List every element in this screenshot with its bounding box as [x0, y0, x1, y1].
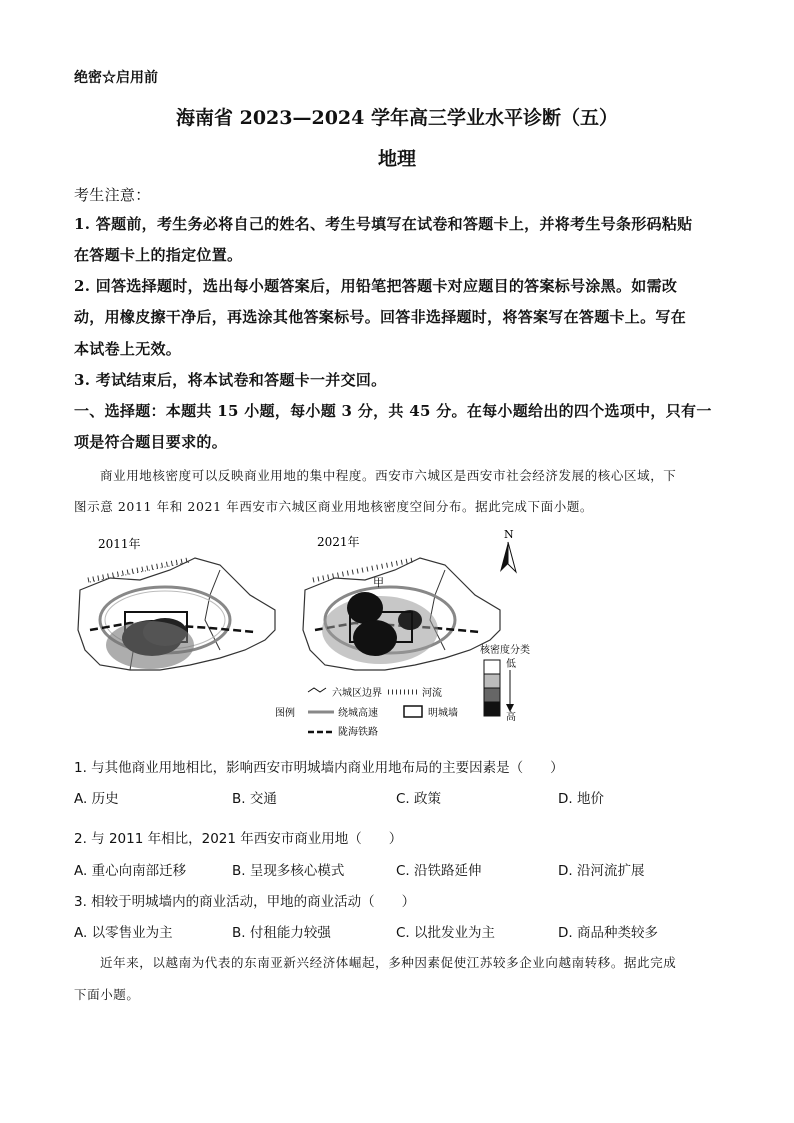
svg-text:绕城高速: 绕城高速 — [338, 708, 378, 719]
north-arrow — [500, 528, 516, 572]
question-stem: 3. 相较于明城墙内的商业活动，甲地的商业活动（ ） — [74, 894, 416, 910]
exam-title: 海南省 2023—2024 学年高三学业水平诊断（五） — [176, 107, 618, 129]
svg-text:图例: 图例 — [275, 708, 295, 719]
svg-text:低: 低 — [506, 659, 516, 670]
option: B. 呈现多核心模式 — [232, 863, 345, 879]
river — [313, 560, 413, 580]
passage-text: 近年来，以越南为代表的东南亚新兴经济体崛起，多种因素促使江苏较多企业向越南转移。据此完成 — [100, 955, 677, 970]
option: C. 沿铁路延伸 — [396, 863, 482, 879]
svg-text:核密度分类: 核密度分类 — [480, 645, 530, 656]
option: C. 以批发业为主 — [396, 925, 496, 941]
map-2021 — [303, 534, 500, 670]
option: C. 政策 — [396, 791, 442, 807]
map-2021-label: 2021年 — [317, 535, 360, 549]
option: D. 商品种类较多 — [558, 925, 658, 941]
notice-line: 2. 回答选择题时，选出每小题答案后，用铅笔把答题卡对应题目的答案标号涂黑。如需改 — [74, 277, 678, 295]
option: A. 以零售业为主 — [74, 925, 173, 941]
svg-text:河流: 河流 — [422, 688, 442, 699]
svg-text:N: N — [504, 528, 514, 541]
svg-text:陇海铁路: 陇海铁路 — [338, 727, 378, 738]
exam-subject: 地理 — [377, 148, 416, 170]
map-2011-label: 2011年 — [98, 537, 141, 551]
jia-label: 甲 — [373, 576, 384, 589]
notice-line: 在答题卡上的指定位置。 — [74, 246, 243, 264]
section-heading: 一、选择题：本题共 15 小题，每小题 3 分，共 45 分。在每小题给出的四个选项中，只有一 — [74, 402, 712, 420]
passage-text: 下面小题。 — [74, 987, 140, 1002]
option: B. 付租能力较强 — [232, 925, 331, 941]
option: A. 历史 — [74, 791, 119, 807]
map-2011 — [78, 536, 275, 670]
kernel-density-figure — [70, 520, 570, 745]
svg-text:六城区边界: 六城区边界 — [332, 688, 382, 699]
notice-heading: 考生注意： — [74, 186, 151, 204]
river — [88, 560, 188, 580]
section-heading: 项是符合题目要求的。 — [74, 433, 228, 451]
notice-line: 1. 答题前，考生务必将自己的姓名、考生号填写在试卷和答题卡上，并将考生号条形码粘贴 — [74, 215, 693, 233]
question-stem: 2. 与 2011 年相比，2021 年西安市商业用地（ ） — [74, 831, 403, 847]
svg-text:明城墙: 明城墙 — [428, 708, 458, 719]
density-core — [347, 592, 383, 624]
option: A. 重心向南部迁移 — [74, 863, 187, 879]
svg-text:高: 高 — [506, 712, 516, 723]
density-legend — [480, 643, 530, 723]
notice-line: 3. 考试结束后，将本试卷和答题卡一并交回。 — [74, 371, 387, 389]
option: D. 沿河流扩展 — [558, 863, 645, 879]
river — [90, 562, 190, 582]
notice-line: 本试卷上无效。 — [74, 340, 182, 358]
passage-text: 商业用地核密度可以反映商业用地的集中程度。西安市六城区是西安市社会经济发展的核心区域，下 — [100, 468, 677, 483]
line-legend — [275, 686, 458, 738]
question-stem: 1. 与其他商业用地相比，影响西安市明城墙内商业用地布局的主要因素是（ ） — [74, 760, 564, 776]
notice-line: 动，用橡皮擦干净后，再选涂其他答案标号。回答非选择题时，将答案写在答题卡上。写在 — [74, 308, 687, 326]
passage-text: 图示意 2011 年和 2021 年西安市六城区商业用地核密度空间分布。据此完成下面小题。 — [74, 499, 594, 514]
option: B. 交通 — [232, 791, 277, 807]
option: D. 地价 — [558, 791, 604, 807]
secret-label: 绝密☆启用前 — [74, 70, 158, 86]
